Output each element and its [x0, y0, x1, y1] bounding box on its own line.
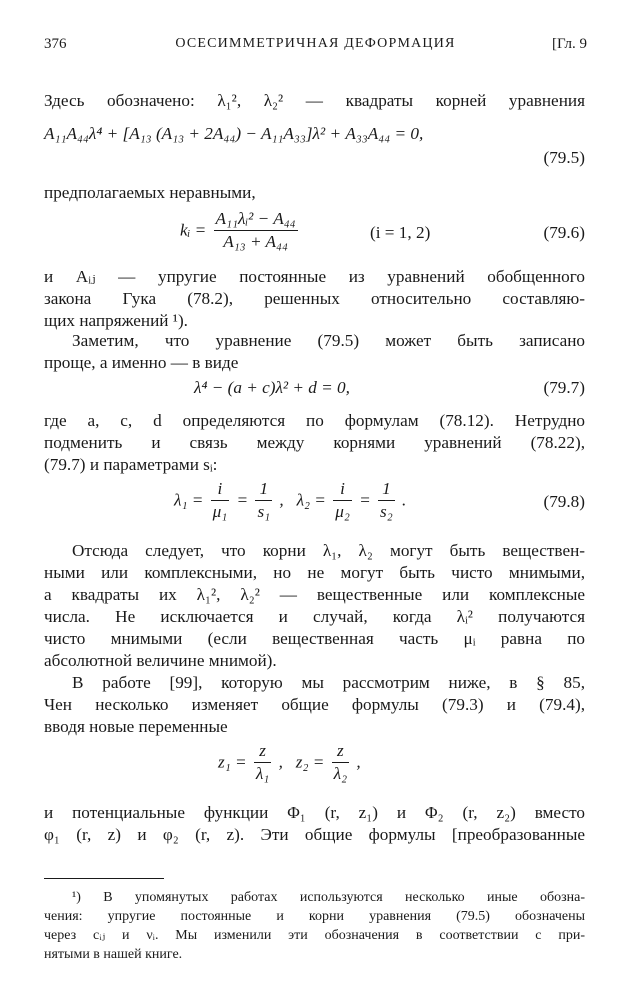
denominator: λ₂ — [333, 764, 348, 783]
equation-79-8 — [44, 478, 585, 526]
text-line: предполагаемых неравными, — [44, 183, 256, 202]
denominator: A₁₃ + A₄₄ — [223, 232, 288, 251]
comma: , — [356, 752, 361, 772]
numerator: A₁₁λᵢ² − A₄₄ — [214, 208, 298, 231]
text-line: В работе [99], которую мы рассмотрим ниже, в § 85, — [72, 673, 585, 692]
numerator: 1 — [378, 478, 395, 501]
equation-79-6-body — [180, 208, 301, 253]
eq-lhs: , λ₂ = — [279, 490, 326, 510]
equation-number: (79.5) — [543, 148, 585, 167]
denominator: μ₁ — [212, 502, 228, 521]
numerator: 1 — [255, 478, 272, 501]
text-line: ными или комплексными, но не могут быть чисто мнимыми, — [44, 563, 585, 582]
text-line: Чен несколько изменяет общие формулы (79.3) и (79.4), — [44, 695, 585, 714]
equation-79-5-body: A₁₁A₄₄λ⁴ + [A₁₃ (A₁₃ + 2A₄₄) − A₁₁A₃₃]λ² + A₃₃A₄₄ = 0, — [44, 124, 424, 143]
text-line: подменить и связь между корнями уравнений (78.22), — [44, 433, 585, 452]
equals-sign: = — [359, 490, 371, 510]
text-line: (79.7) и параметрами sᵢ: — [44, 455, 218, 474]
fraction — [332, 740, 349, 785]
text-line: Заметим, что уравнение (79.5) может быть записано — [72, 331, 585, 350]
denominator: s₂ — [380, 502, 393, 521]
z-variables-body — [218, 740, 361, 785]
equation-79-6 — [44, 208, 585, 256]
equation-79-8-body — [174, 478, 406, 523]
index-condition: (i = 1, 2) — [370, 223, 431, 242]
eq-lhs: , z₂ = — [278, 752, 325, 772]
equation-z-variables — [44, 740, 585, 788]
chapter-label: [Гл. 9 — [551, 36, 587, 52]
text-line: щих напряжений ¹). — [44, 311, 188, 330]
numerator: z — [254, 740, 271, 763]
text-line: абсолютной величине мнимой). — [44, 651, 277, 670]
fraction — [333, 478, 352, 523]
fraction — [378, 478, 395, 523]
fraction — [211, 478, 230, 523]
equation-79-5-number-row — [44, 146, 585, 170]
equation-79-5 — [44, 122, 585, 146]
text-line: закона Гука (78.2), решенных относительно составляю- — [44, 289, 585, 308]
denominator: λ₁ — [255, 764, 270, 783]
text-line: где a, c, d определяются по формулам (78.12). Нетрудно — [44, 411, 585, 430]
footnote-line: ¹) В упомянутых работах используются несколько иные обозна- — [72, 890, 585, 905]
text-line: Здесь обозначено: λ₁², λ₂² — квадраты корней уравнения — [44, 91, 585, 110]
text-line: а квадраты их λ₁², λ₂² — вещественные или комплексные — [44, 585, 585, 604]
equation-number: (79.8) — [543, 492, 585, 511]
equation-number: (79.7) — [543, 378, 585, 397]
equation-79-7-body: λ⁴ − (a + c)λ² + d = 0, — [194, 378, 350, 397]
text-line: проще, а именно — в виде — [44, 353, 239, 372]
eq-lhs: λ₁ = — [174, 490, 204, 510]
equals-sign: = — [236, 490, 249, 510]
fraction — [214, 208, 298, 253]
equation-79-7 — [44, 376, 585, 400]
numerator: z — [332, 740, 349, 763]
running-title: ОСЕСИММЕТРИЧНАЯ ДЕФОРМАЦИЯ — [175, 36, 456, 51]
eq-lhs: z₁ = — [218, 752, 247, 772]
text-line: числа. Не исключается и случай, когда λᵢ² получаются — [44, 607, 585, 626]
denominator: s₁ — [257, 502, 271, 521]
equation-number: (79.6) — [543, 223, 585, 242]
fraction — [254, 740, 271, 785]
numerator: i — [211, 478, 230, 501]
text-line: чисто мнимыми (если вещественная часть μᵢ равна по — [44, 629, 585, 648]
footnote-line: через cᵢⱼ и νᵢ. Мы изменили эти обозначения в соответствии с при- — [44, 928, 585, 943]
fraction — [255, 478, 272, 523]
text-line: Отсюда следует, что корни λ₁, λ₂ могут быть веществен- — [72, 541, 585, 560]
denominator: μ₂ — [335, 502, 350, 521]
footnote-line: чения: упругие постоянные и корни уравнения (79.5) обозначены — [44, 909, 585, 924]
period: . — [402, 490, 407, 510]
footnote-divider — [44, 878, 164, 879]
eq-lhs: kᵢ = — [180, 220, 207, 240]
numerator: i — [333, 478, 352, 501]
footnote-line: нятыми в нашей книге. — [44, 947, 183, 962]
text-line: вводя новые переменные — [44, 717, 228, 736]
running-header — [44, 36, 587, 58]
text-line: и Aᵢⱼ — упругие постоянные из уравнений обобщенного — [44, 267, 585, 286]
text-line: φ₁ (r, z) и φ₂ (r, z). Эти общие формулы [преобразованные — [44, 825, 585, 844]
page-number: 376 — [44, 36, 67, 52]
text-line: и потенциальные функции Φ₁ (r, z₁) и Φ₂ (r, z₂) вместо — [44, 803, 585, 822]
